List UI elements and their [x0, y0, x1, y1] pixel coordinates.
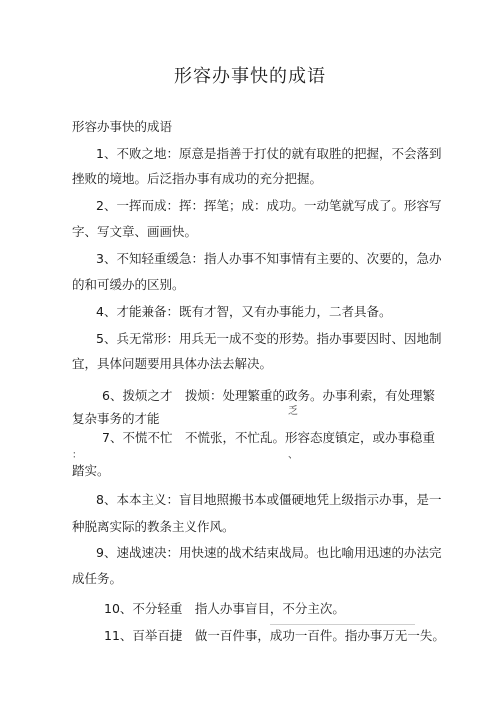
paragraph-line: 5、兵无常形：用兵无一成不变的形势。指办事要因时、因地制	[96, 331, 442, 346]
paragraph-line: 的和可缓办的区别。	[72, 277, 185, 292]
paragraph-line: 1、不败之地：原意是指善于打仗的就有取胜的把握，不会落到	[96, 146, 442, 161]
stray-mark: ：	[72, 450, 82, 461]
paragraph-line: 宜，具体问题要用具体办法去解决。	[72, 356, 273, 371]
divider-line	[270, 624, 415, 625]
paragraph-line: 2、一挥而成：挥：挥笔；成：成功。一动笔就写成了。形容写	[96, 198, 442, 213]
paragraph-line: 踏实。	[72, 463, 110, 478]
paragraph-line: 9、速战速决：用快速的战术结束战局。也比喻用迅速的办法完	[96, 545, 442, 560]
subtitle: 形容办事快的成语	[72, 119, 173, 134]
paragraph-line: 11、百举百捷 做一百件事，成功一百件。指办事万无一失。	[104, 628, 445, 643]
paragraph-line: 成任务。	[72, 571, 123, 586]
paragraph-line: 3、不知轻重缓急：指人办事不知事情有主要的、次要的，急办	[96, 251, 442, 266]
stray-mark: 、	[288, 450, 298, 461]
paragraph-line: 字、写文章、画画快。	[72, 224, 198, 239]
paragraph-line: 6、拨烦之才 拨烦：处理繁重的政务。办事利索，有处理繁	[102, 388, 435, 403]
stray-mark: 乏	[288, 406, 298, 417]
paragraph-line: 种脱离实际的教条主义作风。	[72, 519, 235, 534]
paragraph-line: 7、不慌不忙 不慌张，不忙乱。形容态度镇定，或办事稳重	[102, 430, 435, 445]
paragraph-line: 复杂事务的才能	[72, 411, 160, 426]
paragraph-line: 挫败的境地。后泛指办事有成功的充分把握。	[72, 171, 323, 186]
paragraph-line: 10、不分轻重 指人办事盲目，不分主次。	[104, 601, 345, 616]
paragraph-line: 4、才能兼备：既有才智，又有办事能力，二者具备。	[96, 304, 392, 319]
paragraph-line: 8、本本主义：盲目地照搬书本或僵硬地凭上级指示办事，是一	[96, 492, 442, 507]
page-title: 形容办事快的成语	[174, 66, 326, 87]
